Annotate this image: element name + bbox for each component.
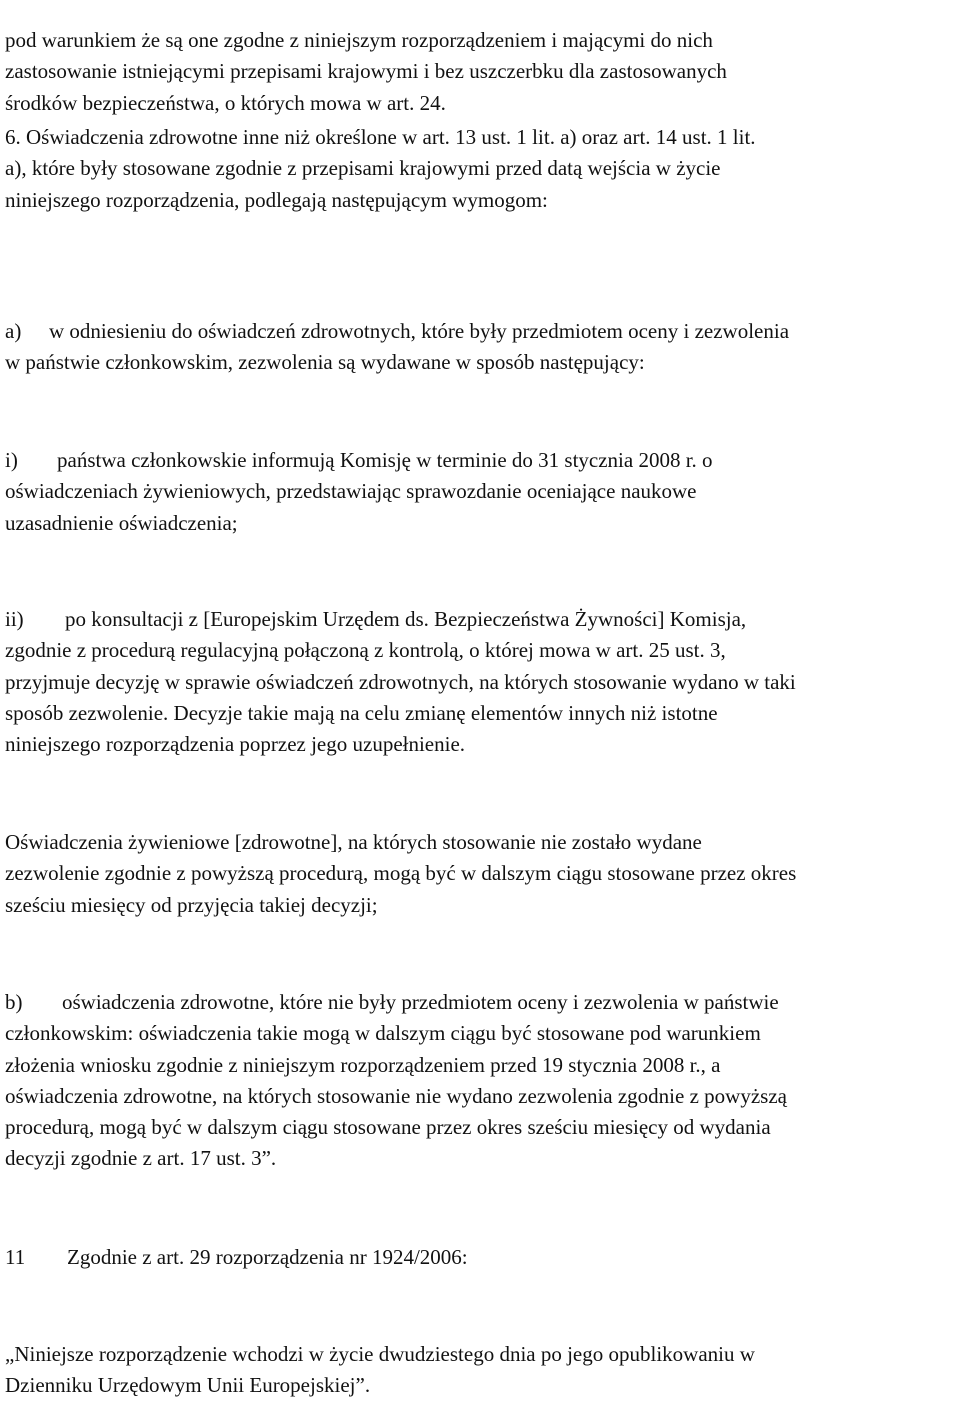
text-line: niniejszego rozporządzenia poprzez jego uzupełnienie. [5,732,466,757]
text-line: pod warunkiem że są one zgodne z niniejszym rozporządzeniem i mającymi do nich [5,28,713,52]
item-i-paragraph [5,445,957,539]
text-line [5,445,957,476]
text-line: Dzienniku Urzędowym Unii Europejskiej”. [5,1373,371,1398]
item-label: 11 [5,1245,26,1269]
text-line: sposób zezwolenie. Decyzje takie mają na celu zmianę elementów innych niż istotne [5,700,718,725]
text-line: 6. Oświadczenia zdrowotne inne niż określone w art. 13 ust. 1 lit. a) oraz art. 14 ust. 1 lit. [5,125,756,149]
text-line: środków bezpieczeństwa, o których mowa w art. 24. [5,90,446,115]
text-line-content: państwa członkowskie informują Komisję w terminie do 31 stycznia 2008 r. o [57,448,713,472]
text-line-content: oświadczenia zdrowotne, które nie były przedmiotem oceny i zezwolenia w państwie [62,990,779,1014]
text-line-content: w odniesieniu do oświadczeń zdrowotnych, które były przedmiotem oceny i zezwolenia [49,319,790,343]
text-line: zastosowanie istniejącymi przepisami krajowymi i bez uszczerbku dla zastosowanych [5,59,727,84]
text-line [5,1242,957,1273]
text-line: niniejszego rozporządzenia, podlegają następującym wymogom: [5,187,548,212]
text-line: „Niniejsze rozporządzenie wchodzi w życie dwudziestego dnia po jego opublikowaniu w [5,1342,755,1366]
text-line: w państwie członkowskim, zezwolenia są wydawane w sposób następujący: [5,350,645,375]
text-line: oświadczenia zdrowotne, na których stosowanie nie wydano zezwolenia zgodnie z powyższą [5,1083,787,1108]
item-ii-paragraph [5,604,957,760]
item-a-paragraph [5,316,957,379]
text-line: przyjmuje decyzję w sprawie oświadczeń zdrowotnych, na których stosowanie wydano w taki [5,669,796,694]
item-label: b) [5,990,23,1014]
text-line-content: po konsultacji z [Europejskim Urzędem ds. Bezpieczeństwa Żywności] Komisja, [65,607,747,631]
text-line: sześciu miesięcy od przyjęcia takiej decyzji; [5,892,378,917]
text-line: złożenia wniosku zgodnie z niniejszym rozporządzeniem przed 19 stycznia 2008 r., a [5,1052,721,1077]
item-label: i) [5,448,18,472]
item-label: a) [5,319,22,343]
quote-paragraph [5,1339,957,1402]
text-line: procedurą, mogą być w dalszym ciągu stosowane przez okres sześciu miesięcy od wydania [5,1115,771,1140]
item-6-paragraph [5,122,957,216]
text-line: Oświadczenia żywieniowe [zdrowotne], na których stosowanie nie zostało wydane [5,830,702,854]
text-line [5,987,957,1018]
text-line: zgodnie z procedurą regulacyjną połączoną z kontrolą, o której mowa w art. 25 ust. 3, [5,638,726,663]
text-line: oświadczeniach żywieniowych, przedstawiając sprawozdanie oceniające naukowe [5,479,697,504]
text-line-content: Zgodnie z art. 29 rozporządzenia nr 1924/2006: [67,1245,468,1269]
transition-paragraph [5,827,957,921]
text-line: uzasadnienie oświadczenia; [5,510,238,535]
intro-paragraph [5,25,957,119]
item-label: ii) [5,607,24,631]
text-line [5,316,957,347]
text-line [5,604,957,635]
item-b-paragraph [5,987,957,1175]
item-11-heading [5,1242,957,1273]
text-line: a), które były stosowane zgodnie z przepisami krajowymi przed datą wejścia w życie [5,156,721,181]
text-line: decyzji zgodnie z art. 17 ust. 3”. [5,1146,277,1171]
text-line: zezwolenie zgodnie z powyższą procedurą, mogą być w dalszym ciągu stosowane przez okres [5,861,797,886]
text-line: członkowskim: oświadczenia takie mogą w dalszym ciągu być stosowane pod warunkiem [5,1021,761,1046]
